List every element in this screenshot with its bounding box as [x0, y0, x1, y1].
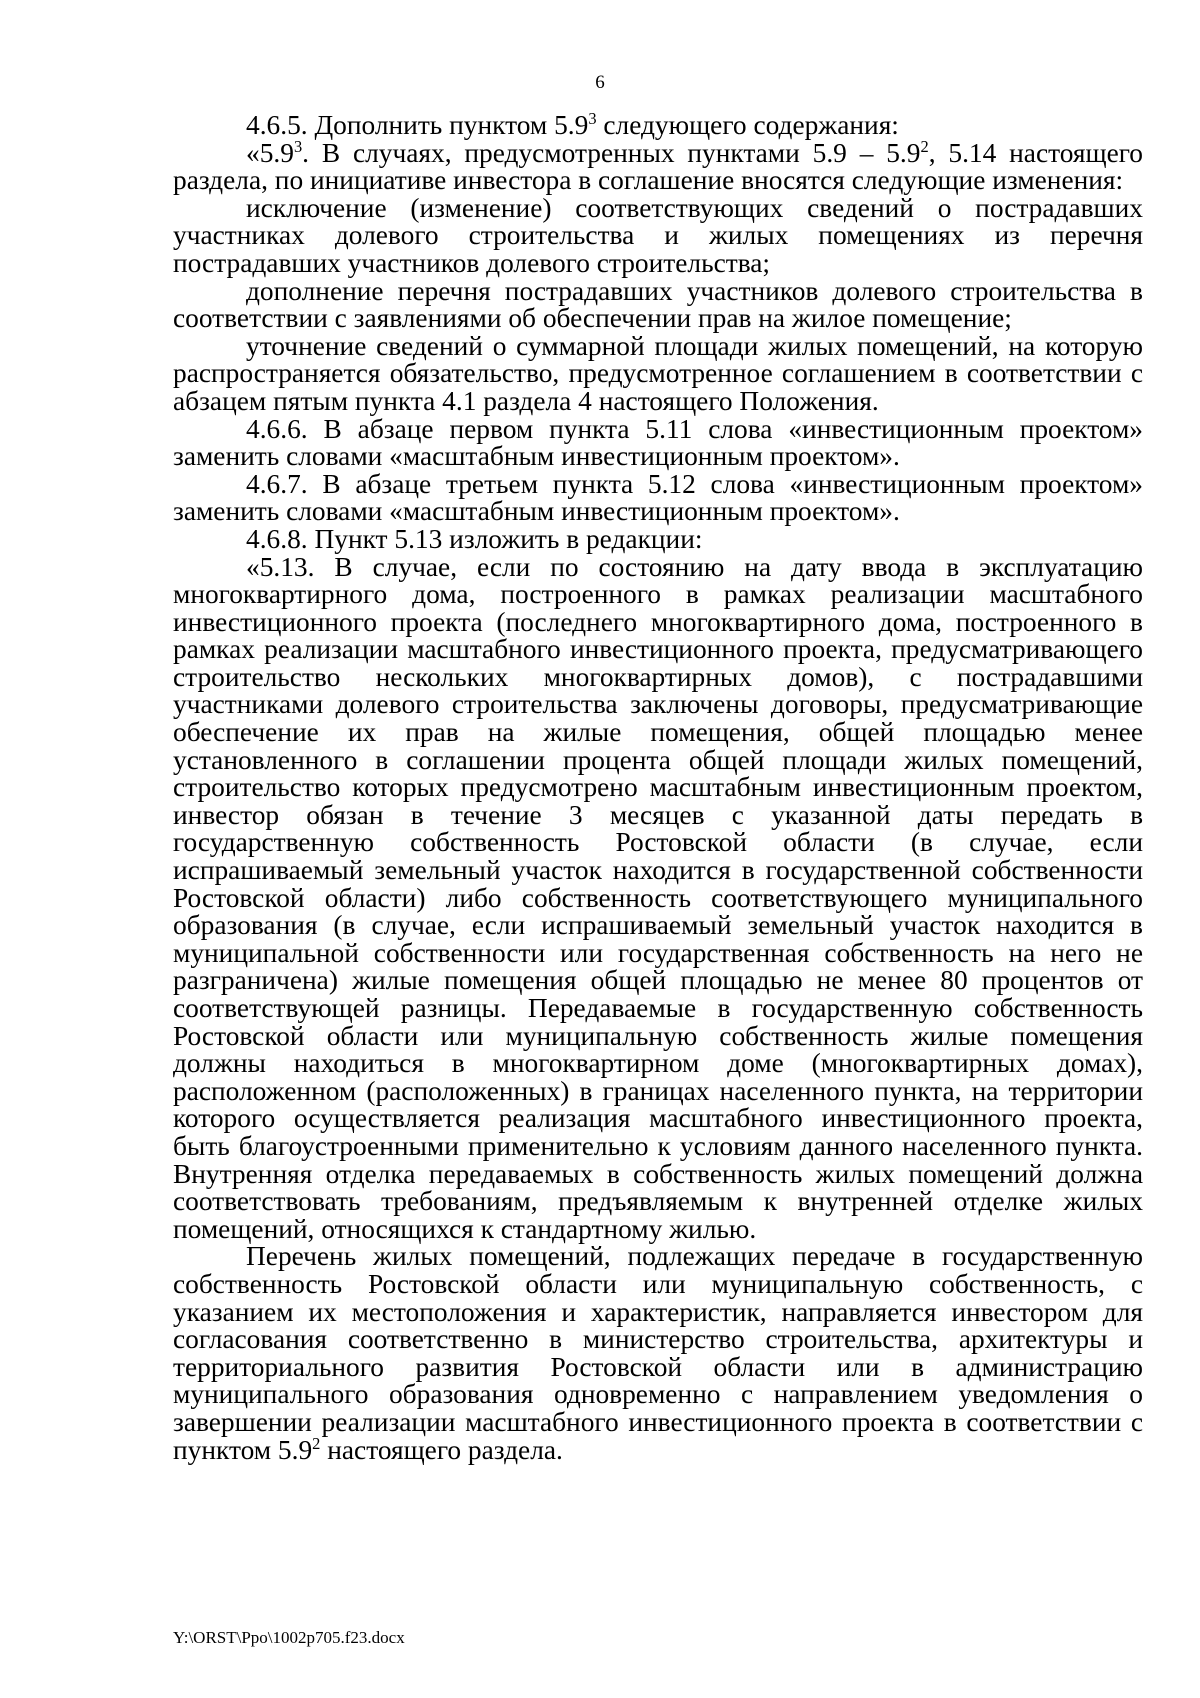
paragraph: Перечень жилых помещений, подлежащих передаче в государственную собственность Ростовской области или муниципальную собственность, с указанием их местоположения и характеристик, направляется инвестором для согласования соответственно в министерство строительства, архитектуры и территориального развития Ростовской области или в администрацию муниципального образования одновременно с направлением уведомления о завершении реализации масштабного инвестиционного проекта в соответствии с пунктом $5.9^2$ настоящего раздела. — [173, 1241, 1143, 1465]
page-number: 6 — [595, 72, 605, 93]
file-path-footer: Y:\ORST\Ppo\1002p705.f23.docx — [173, 1628, 405, 1647]
paragraph: «$5.9^3$. В случаях, предусмотренных пунктами $5.9 - 5.9^2$, 5.14 настоящего раздела, по инициативе инвестора в соглашение вносятся следующие изменения: — [173, 136, 1143, 196]
paragraph: исключение (изменение) соответствующих сведений о пострадавших участниках долевого строительства и жилых помещениях из перечня пострадавших участников долевого строительства; — [173, 192, 1143, 278]
paragraph: 4.6.6. В абзаце первом пункта 5.11 слова «инвестиционным проектом» заменить словами «масштабным инвестиционным проектом». — [173, 413, 1143, 472]
document-body — [173, 108, 1143, 1465]
paragraph: уточнение сведений о суммарной площади жилых помещений, на которую распространяется обязательство, предусмотренное соглашением в соответствии с абзацем пятым пункта 4.1 раздела 4 настоящего Положения. — [173, 330, 1143, 416]
paragraph: 4.6.8. Пункт 5.13 изложить в редакции: — [246, 523, 703, 554]
paragraph: дополнение перечня пострадавших участников долевого строительства в соответствии с заявлениями об обеспечении прав на жилое помещение; — [173, 275, 1143, 334]
paragraph: 4.6.7. В абзаце третьем пункта 5.12 слова «инвестиционным проектом» заменить словами «масштабным инвестиционным проектом». — [173, 468, 1143, 527]
paragraph: «5.13. В случае, если по состоянию на дату ввода в эксплуатацию многоквартирного дома, построенного в рамках реализации масштабного инвестиционного проекта (последнего многоквартирного дома, построенного в рамках реализации масштабного инвестиционного проекта, предусматривающего строительство нескольких многоквартирных домов), с пострадавшими участниками долевого строительства заключены договоры, предусматривающие обеспечение их прав на жилые помещения, общей площадью менее установленного в соглашении процента общей площади жилых помещений, строительство которых предусмотрено масштабным инвестиционным проектом, инвестор обязан в течение 3 месяцев с указанной даты передать в государственную собственность Ростовской области (в случае, если испрашиваемый земельный участок находится в государственной собственности Ростовской области) либо собственность соответствующего муниципального образования (в случае, если испрашиваемый земельный участок находится в муниципальной собственности или государственная собственность на него не разграничена) жилые помещения общей площадью не менее 80 процентов от соответствующей разницы. Передаваемые в государственную собственность Ростовской области или муниципальную собственность жилые помещения должны находиться в многоквартирном доме (многоквартирных домах), расположенном (расположенных) в границах населенного пункта, на территории которого осуществляется реализация масштабного инвестиционного проекта, быть благоустроенными применительно к условиям данного населенного пункта. Внутренняя отделка передаваемых в собственность жилых помещений должна соответствовать требованиям, предъявляемым к внутренней отделке жилых помещений, относящихся к стандартному жилью. — [173, 551, 1143, 1244]
paragraph: 4.6.5. Дополнить пунктом $5.9^3$ следующего содержания: — [246, 108, 899, 140]
